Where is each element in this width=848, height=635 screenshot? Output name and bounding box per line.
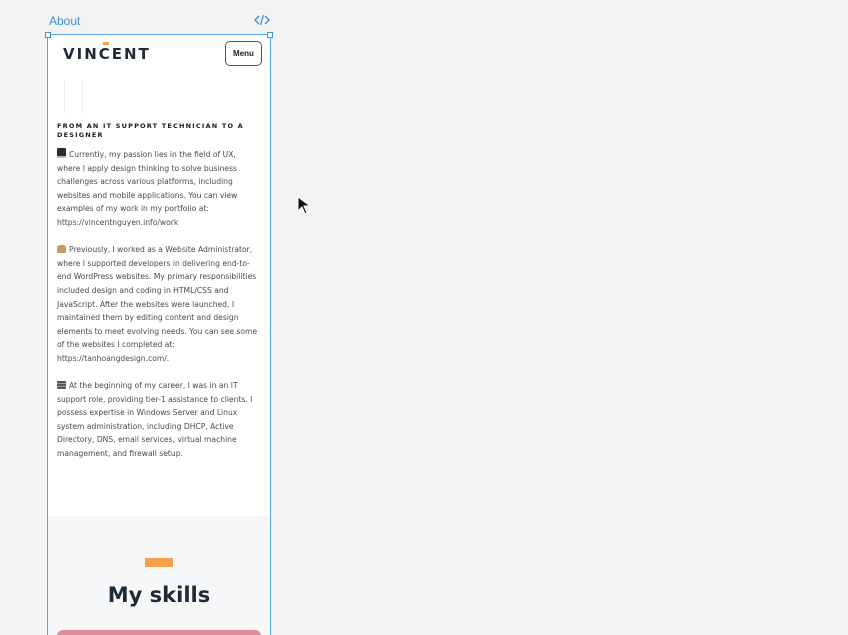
- about-section: [48, 122, 270, 461]
- about-paragraph: [57, 243, 261, 365]
- about-paragraph: [57, 148, 261, 230]
- paragraph-text: Previously, I worked as a Website Administrator, where I supported developers in delivering end-to-end WordPress websites. My primary responsibilities included design and coding in HTML/CSS and JavaScript. After the websites were launched, I maintained them by editing content and design elements to meet evolving needs. You can see some of the websites I completed at: https://tanhoangdesign.com/.: [57, 245, 258, 363]
- section-spacer: [48, 474, 270, 516]
- frame-label[interactable]: About: [49, 14, 81, 28]
- menu-button[interactable]: Menu: [225, 41, 262, 66]
- paragraph-text: Currently, my passion lies in the field of UX, where I apply design thinking to solve business challenges across various platforms, including websites and mobile applications. You can view examples of my work in my portfolio at: https://vincentnguyen.info/work: [57, 150, 238, 227]
- decorative-line: [82, 81, 83, 113]
- logo-text: VINCENT: [63, 45, 151, 63]
- person-emoji-icon: [57, 245, 66, 253]
- decorative-line: [64, 81, 65, 113]
- resize-handle-top-left[interactable]: [45, 32, 51, 38]
- logo-accent-dot: [103, 42, 109, 45]
- code-icon[interactable]: [254, 13, 270, 27]
- logo[interactable]: [63, 45, 151, 63]
- skills-title: My skills: [107, 583, 211, 608]
- mobile-frame: [48, 35, 270, 635]
- mouse-cursor-icon: [297, 196, 313, 216]
- skills-accent-bar: [145, 558, 173, 567]
- skill-card[interactable]: [57, 630, 261, 635]
- skills-section: [48, 516, 270, 635]
- hero-strip: [48, 75, 270, 117]
- site-header: [48, 35, 270, 75]
- paragraph-text: At the beginning of my career, I was in an IT support role, providing tier-1 assistance to clients. I possess expertise in Windows Server and Linux system administration, including DHCP, Active Directory, DNS, email services, virtual machine management, and firewall setup.: [57, 381, 253, 459]
- resize-handle-top-right[interactable]: [267, 32, 273, 38]
- about-paragraph: [57, 379, 261, 461]
- about-heading: FROM AN IT SUPPORT TECHNICIAN TO A DESIGNER: [57, 122, 244, 139]
- computer-emoji-icon: [57, 148, 66, 158]
- server-emoji-icon: [57, 381, 66, 389]
